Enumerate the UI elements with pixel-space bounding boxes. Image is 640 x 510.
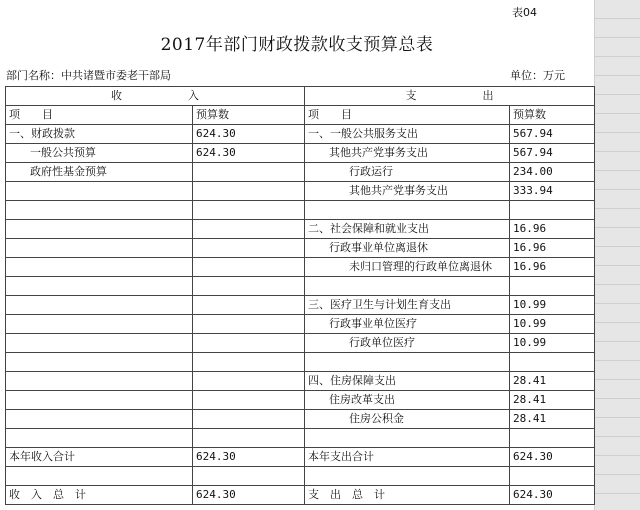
- income-budget-cell: [193, 410, 305, 429]
- expense-budget-cell: [510, 429, 595, 448]
- table-row: [6, 220, 595, 239]
- income-item-cell: [6, 258, 193, 277]
- unit-label: 单位：万元: [510, 69, 565, 82]
- expense-item-cell: 一、一般公共服务支出: [305, 125, 510, 144]
- table-row: [6, 182, 595, 201]
- income-budget-cell: [193, 353, 305, 372]
- expense-item-cell: 支 出 总 计: [305, 486, 510, 505]
- income-budget-cell: [193, 163, 305, 182]
- income-budget-cell: [193, 239, 305, 258]
- expense-item-cell: 住房公积金: [305, 410, 510, 429]
- grid-line: [594, 303, 640, 304]
- income-item-cell: [6, 410, 193, 429]
- income-item-cell: [6, 353, 193, 372]
- income-item-cell: [6, 277, 193, 296]
- department-label: 部门名称：中共诸暨市委老干部局: [6, 69, 171, 82]
- expense-item-cell: 行政运行: [305, 163, 510, 182]
- page-title: 2017年部门财政拨款收支预算总表: [160, 35, 434, 55]
- expense-budget-cell: 28.41: [510, 410, 595, 429]
- income-item-cell: 政府性基金预算: [6, 163, 193, 182]
- income-budget-cell: [193, 182, 305, 201]
- income-budget-cell: [193, 391, 305, 410]
- expense-budget-cell: [510, 353, 595, 372]
- expense-item-cell: 其他共产党事务支出: [305, 182, 510, 201]
- income-budget-cell: [193, 296, 305, 315]
- grid-line: [594, 265, 640, 266]
- grid-line: [594, 417, 640, 418]
- expense-budget-cell: 28.41: [510, 372, 595, 391]
- income-item-cell: 一般公共预算: [6, 144, 193, 163]
- expense-item-cell: 未归口管理的行政单位离退休: [305, 258, 510, 277]
- income-header: 收 入: [6, 87, 305, 106]
- income-budget-cell: 624.30: [193, 448, 305, 467]
- grid-line: [594, 227, 640, 228]
- income-budget-cell: [193, 429, 305, 448]
- income-item-cell: [6, 372, 193, 391]
- table-row: [6, 391, 595, 410]
- grid-line: [594, 208, 640, 209]
- expense-budget-cell: 567.94: [510, 125, 595, 144]
- income-item-cell: 本年收入合计: [6, 448, 193, 467]
- income-item-cell: [6, 182, 193, 201]
- expense-budget-cell: 10.99: [510, 315, 595, 334]
- table-row: [6, 372, 595, 391]
- expense-budget-cell: 28.41: [510, 391, 595, 410]
- table-row: [6, 277, 595, 296]
- income-budget-cell: 624.30: [193, 486, 305, 505]
- income-item-cell: [6, 220, 193, 239]
- table-row: [6, 144, 595, 163]
- expense-item-cell: 其他共产党事务支出: [305, 144, 510, 163]
- grid-line: [594, 94, 640, 95]
- table-row: [6, 448, 595, 467]
- income-item-cell: 一、财政拨款: [6, 125, 193, 144]
- income-budget-header: 预算数: [193, 106, 305, 125]
- income-budget-cell: [193, 372, 305, 391]
- grid-line: [594, 493, 640, 494]
- table-row: [6, 239, 595, 258]
- table-row: [6, 296, 595, 315]
- expense-item-cell: 住房改革支出: [305, 391, 510, 410]
- income-budget-cell: [193, 258, 305, 277]
- grid-line: [594, 284, 640, 285]
- income-budget-cell: [193, 467, 305, 486]
- grid-line: [594, 379, 640, 380]
- expense-item-cell: [305, 353, 510, 372]
- income-item-cell: 收 入 总 计: [6, 486, 193, 505]
- expense-budget-cell: 16.96: [510, 220, 595, 239]
- income-budget-cell: [193, 334, 305, 353]
- expense-item-cell: 本年支出合计: [305, 448, 510, 467]
- expense-item-header: 项 目: [305, 106, 510, 125]
- income-item-cell: [6, 296, 193, 315]
- income-item-cell: [6, 239, 193, 258]
- table-row: [6, 125, 595, 144]
- expense-budget-cell: [510, 201, 595, 220]
- grid-line: [594, 189, 640, 190]
- income-budget-cell: 624.30: [193, 125, 305, 144]
- column-header-row: [6, 106, 595, 125]
- expense-budget-cell: 16.96: [510, 258, 595, 277]
- grid-line: [594, 474, 640, 475]
- expense-item-cell: 行政单位医疗: [305, 334, 510, 353]
- table-row: [6, 429, 595, 448]
- income-budget-cell: [193, 201, 305, 220]
- grid-line: [594, 151, 640, 152]
- expense-budget-cell: [510, 467, 595, 486]
- expense-item-cell: [305, 277, 510, 296]
- expense-budget-cell: 16.96: [510, 239, 595, 258]
- income-item-header: 项 目: [6, 106, 193, 125]
- expense-budget-cell: 234.00: [510, 163, 595, 182]
- section-header-row: [6, 87, 595, 106]
- expense-item-cell: [305, 467, 510, 486]
- expense-budget-cell: 10.99: [510, 296, 595, 315]
- table-row: [6, 410, 595, 429]
- grid-line: [594, 322, 640, 323]
- expense-item-cell: [305, 201, 510, 220]
- expense-budget-cell: 624.30: [510, 448, 595, 467]
- right-empty-columns: [594, 0, 640, 510]
- grid-line: [594, 75, 640, 76]
- income-budget-cell: [193, 277, 305, 296]
- grid-line: [594, 341, 640, 342]
- income-item-cell: [6, 429, 193, 448]
- expense-budget-cell: 333.94: [510, 182, 595, 201]
- grid-line: [594, 170, 640, 171]
- income-item-cell: [6, 315, 193, 334]
- expense-item-cell: 行政事业单位医疗: [305, 315, 510, 334]
- table-row: [6, 334, 595, 353]
- expense-item-cell: 三、医疗卫生与计划生育支出: [305, 296, 510, 315]
- grid-line: [594, 246, 640, 247]
- income-item-cell: [6, 201, 193, 220]
- income-budget-cell: [193, 315, 305, 334]
- grid-line: [594, 18, 640, 19]
- budget-table: [5, 86, 595, 505]
- expense-budget-header: 预算数: [510, 106, 595, 125]
- expense-item-cell: 行政事业单位离退休: [305, 239, 510, 258]
- grid-line: [594, 132, 640, 133]
- expense-item-cell: [305, 429, 510, 448]
- income-budget-cell: [193, 220, 305, 239]
- expense-budget-cell: [510, 277, 595, 296]
- grid-line: [594, 455, 640, 456]
- grid-line: [594, 56, 640, 57]
- expense-budget-cell: 567.94: [510, 144, 595, 163]
- income-item-cell: [6, 334, 193, 353]
- grid-line: [594, 360, 640, 361]
- table-row: [6, 201, 595, 220]
- expense-budget-cell: 10.99: [510, 334, 595, 353]
- table-row: [6, 315, 595, 334]
- income-item-cell: [6, 391, 193, 410]
- form-number: 表04: [512, 6, 537, 19]
- expense-header: 支 出: [305, 87, 595, 106]
- table-row: [6, 258, 595, 277]
- grid-line: [594, 37, 640, 38]
- table-row: [6, 486, 595, 505]
- grid-line: [594, 113, 640, 114]
- grid-line: [594, 398, 640, 399]
- expense-item-cell: 四、住房保障支出: [305, 372, 510, 391]
- table-row: [6, 353, 595, 372]
- table-row: [6, 467, 595, 486]
- income-budget-cell: 624.30: [193, 144, 305, 163]
- expense-item-cell: 二、社会保障和就业支出: [305, 220, 510, 239]
- table-row: [6, 163, 595, 182]
- grid-line: [594, 436, 640, 437]
- income-item-cell: [6, 467, 193, 486]
- expense-budget-cell: 624.30: [510, 486, 595, 505]
